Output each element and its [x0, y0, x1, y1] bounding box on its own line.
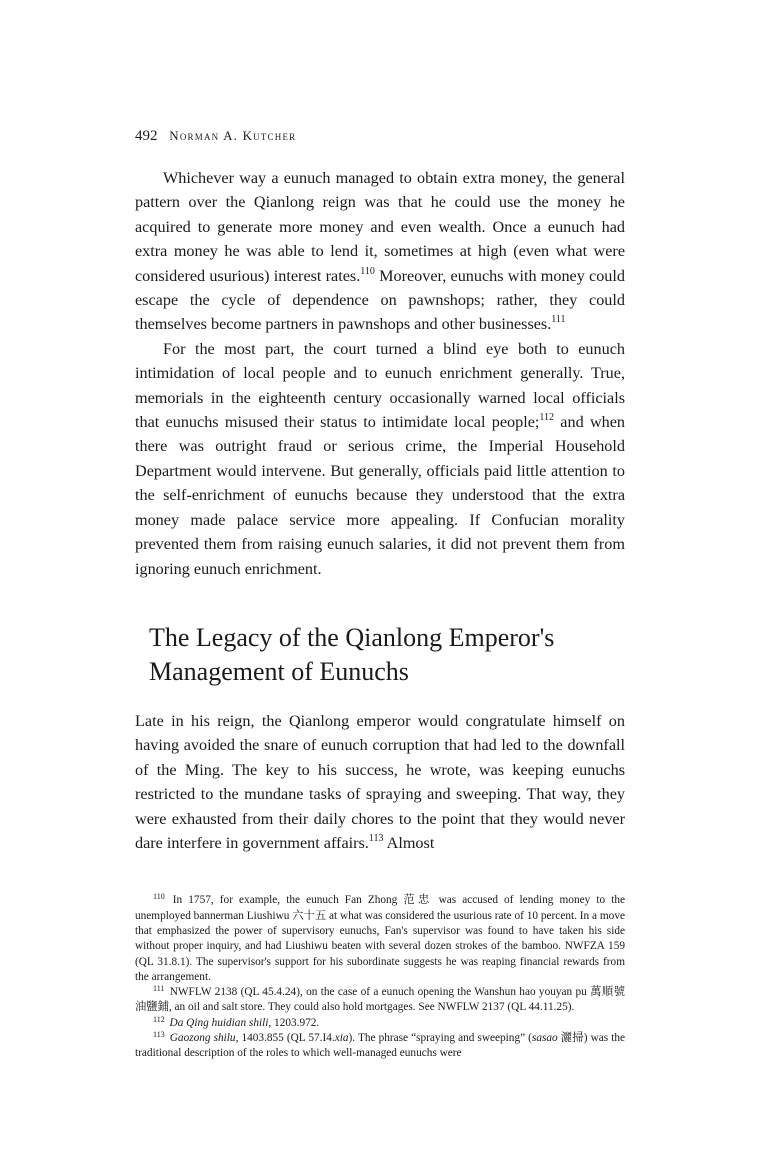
footnote-title: Gaozong shilu: [169, 1032, 236, 1045]
footnote-reference[interactable]: 110: [360, 265, 375, 277]
paragraph: [135, 709, 625, 855]
body-text: [135, 166, 625, 855]
footnote-reference[interactable]: 111: [551, 314, 566, 326]
footnote-reference[interactable]: 112: [539, 412, 555, 424]
footnote-text: , 1203.972.: [268, 1016, 320, 1029]
running-head-author: Norman A. Kutcher: [169, 128, 297, 143]
footnote-number: 113: [153, 1030, 165, 1040]
footnote: [135, 1031, 625, 1062]
paragraph-text: Late in his reign, the Qianlong emperor would congratulate himself on having avoided the snare of eunuch corruption that had led to the downfall of the Ming. The key to his success, he wrote, was keeping eunuchs restricted to the mundane tasks of spraying and sweeping. That way, they were exhausted from their daily chores to the point that they would never dare interfere in government affairs.: [135, 711, 625, 852]
footnote-number: 110: [153, 892, 165, 902]
footnote-text: , 1403.855 (QL 57.I4.: [235, 1032, 335, 1045]
footnote-text: ). The phrase “spraying and sweeping” (: [348, 1032, 532, 1045]
footnote-title: Da Qing huidian shili: [169, 1016, 269, 1029]
footnote-text: 灑掃) was the traditional description of the roles to which well-managed eunuchs were: [135, 1032, 626, 1060]
footnote: [135, 1016, 625, 1031]
paragraph: [135, 166, 625, 337]
footnote-reference[interactable]: 113: [368, 832, 384, 844]
page-number: 492: [135, 128, 158, 144]
footnote: [135, 985, 625, 1016]
footnote-italic: xia: [334, 1032, 349, 1045]
paragraph-text: For the most part, the court turned a blind eye both to eunuch intimidation of local people and to eunuch enrichment generally. True, memorials in the eighteenth century occasionally warned local officials that eunuchs misused their status to intimidate local people;: [135, 339, 625, 432]
book-page: [135, 128, 625, 1062]
footnote-italic: sasao: [531, 1032, 558, 1045]
paragraph-text: Whichever way a eunuch managed to obtain extra money, the general pattern over the Qianlong reign was that he could use the money he acquired to generate more money and even wealth. Once a eunuch had extra money he was able to lend it, sometimes at high (even what were considered usurious) interest rates.: [135, 169, 625, 285]
footnote: [135, 893, 625, 985]
footnote-text: In 1757, for example, the eunuch Fan Zhong 范忠 was accused of lending money to the unemployed bannerman Liushiwu 六十五 at what was considered the usurious rate of 10 percent. In a move that emphasized the power of supervisory eunuchs, Fan's supervisor was found to have taken his side without proper inquiry, and had Liushiwu beaten with several dozen strokes of the bamboo. NWFZA 159 (QL 31.8.1). The supervisor's support for his subordinate suggests he was reaping financial rewards from the arrangement.: [135, 894, 626, 983]
section-heading: The Legacy of the Qianlong Emperor's Management of Eunuchs: [149, 622, 555, 686]
paragraph-text: and when there was outright fraud or serious crime, the Imperial Household Department would intervene. But generally, officials paid little attention to the self-enrichment of eunuchs because they understood that the extra money made palace service more appealing. If Confucian morality prevented them from raising eunuch salaries, it did not prevent them from ignoring eunuch enrichment.: [135, 413, 626, 578]
running-head: [135, 128, 625, 148]
footnotes: [135, 893, 625, 1061]
paragraph: [135, 337, 625, 581]
paragraph-text: Almost: [383, 833, 435, 852]
footnote-number: 112: [153, 1014, 165, 1024]
footnote-text: NWFLW 2138 (QL 45.4.24), on the case of a eunuch opening the Wanshun hao youyan pu 萬順號油鹽鋪, an oil and salt store. They could also hold mortgages. See NWFLW 2137 (QL 44.11.25).: [135, 986, 625, 1014]
paragraph-text: Moreover, eunuchs with money could escape the cycle of dependence on pawnshops; rather, they could themselves become partners in pawnshops and other businesses.: [135, 266, 625, 334]
footnote-number: 111: [153, 984, 165, 994]
